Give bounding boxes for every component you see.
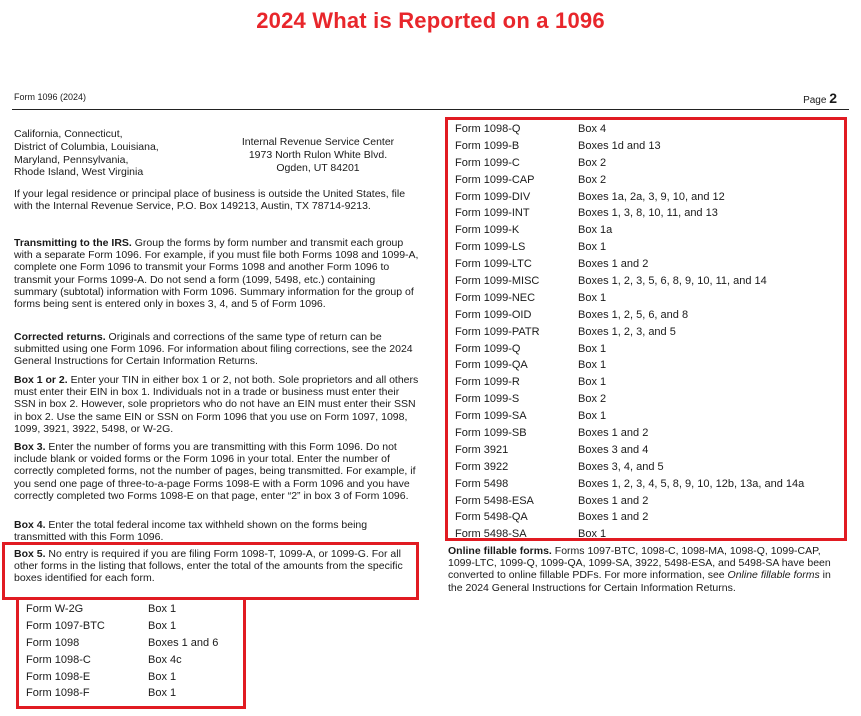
form-cell: Form 1099-PATR	[455, 325, 540, 338]
boxes-cell: Box 1	[578, 528, 607, 538]
boxes-cell: Boxes 1, 2, 3, 5, 6, 8, 9, 10, 11, and 14	[578, 275, 767, 288]
state-line: District of Columbia, Louisiana,	[14, 140, 159, 153]
boxes-cell: Box 4c	[148, 653, 182, 666]
state-line: California, Connecticut,	[14, 128, 123, 140]
box5-heading: Box 5.	[14, 548, 46, 560]
box4-paragraph	[14, 519, 420, 542]
form-cell: Form 1099-CAP	[455, 173, 535, 186]
boxes-cell: Box 2	[578, 173, 607, 186]
form-cell: Form 1099-S	[455, 393, 520, 406]
form-cell: Form 1099-NEC	[455, 291, 536, 304]
boxes-cell: Boxes 1 and 6	[148, 636, 219, 649]
table-row	[455, 528, 804, 538]
corrected-body: Originals and corrections of the same type of return can be submitted using one Form 1096. For information about filing corrections, see the 2024 General Instructions for Certain Information Returns.	[14, 331, 413, 368]
form-cell: Form 1099-DIV	[455, 190, 531, 203]
form-cell: Form 1098-Q	[455, 123, 521, 135]
form-cell: Form 1099-LS	[455, 241, 526, 254]
boxes-cell: Boxes 1d and 13	[578, 139, 661, 152]
table-row	[455, 258, 804, 275]
table-row	[455, 461, 804, 478]
form-cell: Form 5498-SA	[455, 528, 527, 538]
table-row	[455, 292, 804, 309]
box5-paragraph	[14, 548, 418, 585]
box3-body: Enter the number of forms you are transmitting with this Form 1096. Do not include blank or voided forms or the Form 1096 in your total. Enter the number of correctly completed forms, not the number of pages, being transmitted. For example, if you send one page of three-to-a-page Forms 1098-E with a Form 1096 and you have correctly completed two Forms 1098-E on that page, enter “2” in box 3 of Form 1096.	[14, 441, 416, 502]
table-row	[455, 343, 804, 360]
boxes-cell: Box 1	[578, 410, 607, 423]
table-row	[455, 359, 804, 376]
boxes-cell: Box 1	[578, 291, 607, 304]
form-cell: Form 1099-INT	[455, 207, 530, 220]
boxes-cell: Box 1a	[578, 224, 613, 237]
form-cell: Form 1098-C	[26, 653, 91, 666]
form-cell: Form 5498-QA	[455, 511, 528, 524]
table-row	[455, 241, 804, 258]
form-cell: Form 3921	[455, 443, 509, 456]
table-row	[455, 326, 804, 343]
form-cell: Form 1099-SA	[455, 410, 527, 423]
form-cell: Form 1099-LTC	[455, 258, 532, 271]
outside-us-paragraph: If your legal residence or principal place of business is outside the United States, file with the Internal Revenue Service, P.O. Box 149213, Austin, TX 78714-9213.	[14, 188, 406, 213]
form-cell: Form 1099-SB	[455, 427, 527, 440]
boxes-cell: Boxes 1a, 2a, 3, 9, 10, and 12	[578, 190, 725, 203]
table-row	[455, 393, 804, 410]
form-cell: Form 1099-B	[455, 139, 520, 152]
form-cell: Form 1099-QA	[455, 359, 528, 372]
form-cell: Form 1097-BTC	[26, 619, 105, 632]
table-row	[455, 376, 804, 393]
table-row	[455, 140, 804, 157]
form-cell: Form 1099-R	[455, 376, 520, 389]
boxes-cell: Box 1	[148, 670, 177, 683]
box4-body: Enter the total federal income tax withheld shown on the forms being transmitted with this Form 1096.	[14, 519, 368, 542]
box12-body: Enter your TIN in either box 1 or 2, not both. Sole proprietors and all others must enter their EIN in box 1. Individuals not in a trade or business must enter their SSN in box 2. However, sole proprietors who do not have an EIN must enter their SSN in box 2. Use the same EIN or SSN on Form 1096 that you use on Form 1097, 1098, 1099, 3921, 3922, 5498, or W-2G.	[14, 374, 419, 435]
transmitting-body: Group the forms by form number and transmit each group with a separate Form 1096. For example, if you must file both Forms 1098 and 1099-A, complete one Form 1096 to transmit your Forms 1098 and another Form 1096 to transmit your Forms 1099-A. Do not send a form (1099, 5498, etc.) containing summary (subtotal) information with Form 1096. Summary information for the group of forms being sent is entered only in boxes 3, 4, and 5 of Form 1096.	[14, 237, 419, 311]
form-cell: Form 5498-ESA	[455, 494, 534, 507]
boxes-cell: Boxes 1 and 2	[578, 258, 649, 271]
boxes-cell: Box 1	[578, 241, 607, 254]
transmitting-heading: Transmitting to the IRS.	[14, 237, 132, 249]
irs-address	[218, 136, 418, 174]
table-row	[455, 427, 804, 444]
boxes-cell: Boxes 1, 2, 3, 4, 5, 8, 9, 10, 12b, 13a, and 14a	[578, 477, 805, 490]
table-row	[455, 224, 804, 241]
table-row	[455, 444, 804, 461]
right-table-clip	[455, 123, 843, 538]
boxes-cell: Boxes 3 and 4	[578, 443, 649, 456]
form-cell: Form W-2G	[26, 603, 84, 615]
states-list	[14, 128, 214, 179]
corrected-heading: Corrected returns.	[14, 331, 106, 343]
form-cell: Form 1099-OID	[455, 308, 532, 321]
table-row	[455, 174, 804, 191]
form-cell: Form 1098	[26, 636, 80, 649]
form-cell: Form 5498	[455, 477, 509, 490]
form-cell: Form 1099-C	[455, 156, 520, 169]
table-row	[455, 123, 804, 140]
corrected-paragraph	[14, 331, 420, 368]
table-row	[455, 495, 804, 512]
online-body-end: in the 2024 General Instructions for Certain Information Returns.	[448, 569, 831, 594]
state-line: Maryland, Pennsylvania,	[14, 153, 129, 166]
table-row	[455, 511, 804, 528]
boxes-cell: Boxes 1 and 2	[578, 427, 649, 440]
irs-address-line: Ogden, UT 84201	[276, 161, 360, 174]
table-row	[455, 478, 804, 495]
form-cell: Form 3922	[455, 460, 509, 473]
boxes-cell: Boxes 1, 2, 3, and 5	[578, 325, 676, 338]
page-number	[803, 90, 837, 106]
boxes-cell: Box 1	[578, 376, 607, 389]
box3-paragraph	[14, 441, 420, 502]
table-row	[455, 191, 804, 208]
table-row	[26, 654, 218, 671]
transmitting-paragraph	[14, 237, 420, 310]
boxes-cell: Box 1	[578, 359, 607, 372]
form-cell: Form 1099-Q	[455, 342, 521, 355]
table-row	[26, 671, 218, 688]
header-rule	[12, 109, 849, 110]
page-label: Page	[803, 95, 827, 106]
online-heading: Online fillable forms.	[448, 545, 552, 557]
box4-heading: Box 4.	[14, 519, 46, 531]
boxes-cell: Box 4	[578, 123, 607, 135]
table-row	[455, 309, 804, 326]
form-label: Form 1096 (2024)	[14, 92, 87, 102]
online-fillable-paragraph	[448, 545, 848, 594]
table-row	[26, 687, 218, 704]
online-body: Forms 1097-BTC, 1098-C, 1098-MA, 1098-Q, 1099-CAP, 1099-LTC, 1099-Q, 1099-QA, 1099-SA, 3922, 5498-ESA, and 5498-SA have been converted to online fillable PDFs. For more information, see	[448, 545, 831, 582]
boxes-cell: Boxes 1 and 2	[578, 494, 649, 507]
boxes-cell: Box 1	[148, 603, 177, 615]
box5-body: No entry is required if you are filing Form 1098-T, 1099-A, or 1099-G. For all other forms in the listing that follows, enter the total of the amounts from the specific boxes identified for each form.	[14, 548, 403, 585]
boxes-cell: Box 2	[578, 393, 607, 406]
table-row	[26, 603, 218, 620]
boxes-cell: Box 2	[578, 156, 607, 169]
online-italic: Online fillable forms	[727, 569, 820, 582]
left-form-table	[26, 603, 218, 704]
form-cell: Form 1098-F	[26, 687, 90, 700]
table-row	[455, 157, 804, 174]
banner-title: 2024 What is Reported on a 1096	[256, 8, 605, 33]
box12-heading: Box 1 or 2.	[14, 374, 68, 386]
page-num: 2	[829, 90, 837, 106]
table-row	[455, 410, 804, 427]
boxes-cell: Boxes 1 and 2	[578, 511, 649, 524]
boxes-cell: Box 1	[578, 342, 607, 355]
boxes-cell: Box 1	[148, 687, 177, 700]
right-form-table	[455, 123, 804, 538]
irs-address-line: Internal Revenue Service Center	[241, 136, 395, 148]
form-cell: Form 1099-K	[455, 224, 520, 237]
boxes-cell: Boxes 3, 4, and 5	[578, 460, 664, 473]
boxes-cell: Boxes 1, 2, 5, 6, and 8	[578, 308, 689, 321]
box3-heading: Box 3.	[14, 441, 46, 453]
irs-address-line: 1973 North Rulon White Blvd.	[248, 148, 388, 161]
box12-paragraph	[14, 374, 420, 435]
table-row	[455, 275, 804, 292]
table-row	[455, 207, 804, 224]
state-line: Rhode Island, West Virginia	[14, 166, 144, 179]
boxes-cell: Boxes 1, 3, 8, 10, 11, and 13	[578, 207, 718, 220]
table-row	[26, 620, 218, 637]
form-cell: Form 1099-MISC	[455, 275, 540, 288]
form-cell: Form 1098-E	[26, 670, 91, 683]
boxes-cell: Box 1	[148, 619, 177, 632]
table-row	[26, 637, 218, 654]
